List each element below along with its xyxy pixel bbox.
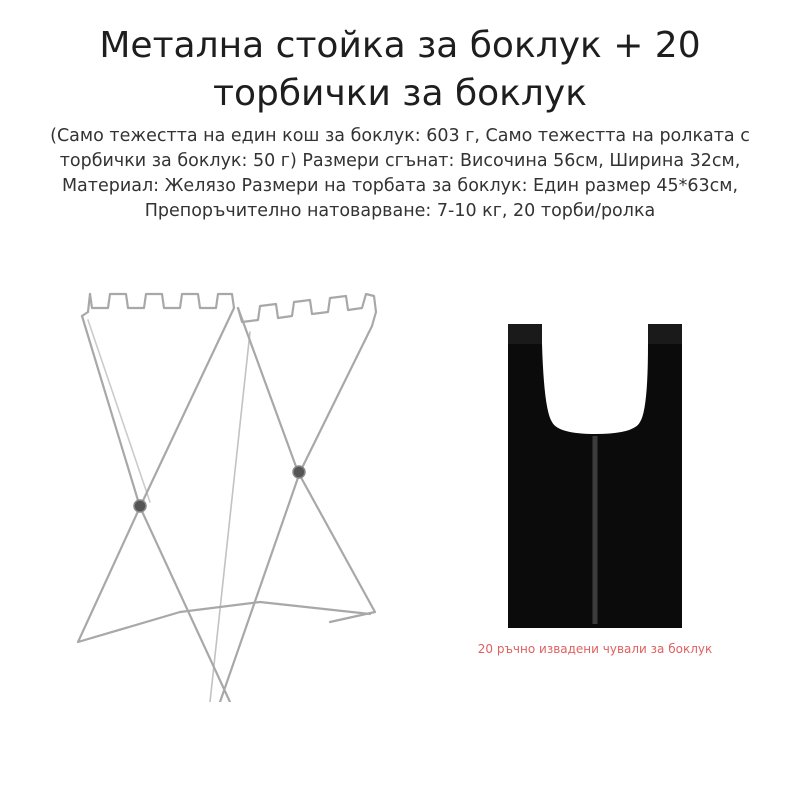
trash-stand-image xyxy=(70,282,390,702)
trash-bag-image xyxy=(500,318,690,628)
product-specs: (Само тежестта на един кош за боклук: 603 г, Само тежестта на ролката с торбички за боклук: 50 г) Размери сгънат: Височина 56см, Ширина 32см, Материал: Желязо Размери на торбата за боклук: Един размер 45*63см, Препоръчително натоварване: 7-10 кг, 20 торби/ролка xyxy=(50,126,750,221)
product-title: Метална стойка за боклук + 20 торбички за боклук xyxy=(99,25,701,114)
bag-caption: 20 ръчно извадени чували за боклук xyxy=(477,642,713,656)
